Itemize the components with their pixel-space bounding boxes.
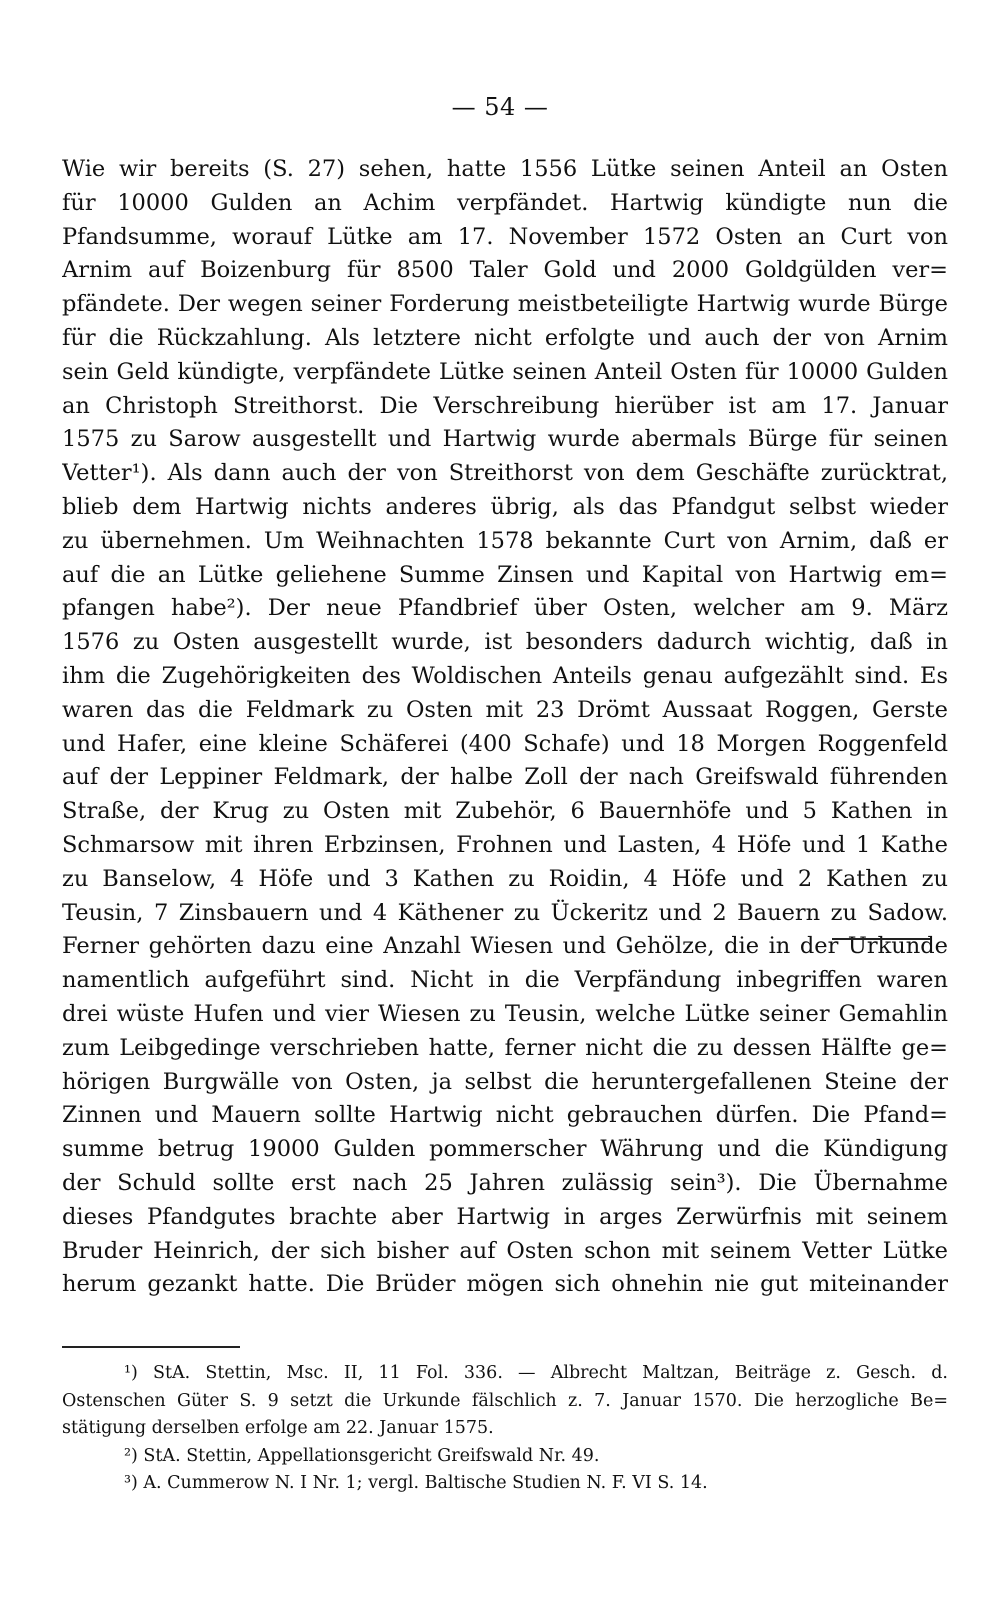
text-line: 1576 zu Osten ausgestellt wurde, ist besonders dadurch wichtig, daß in xyxy=(62,629,948,656)
text-line: Straße, der Krug zu Osten mit Zubehör, 6 Bauernhöfe und 5 Kathen in xyxy=(62,798,948,825)
text-line: Zinnen und Mauern sollte Hartwig nicht gebrauchen dürfen. Die Pfand= xyxy=(62,1102,948,1129)
footnote-1-line: stätigung derselben erfolge am 22. Januar 1575. xyxy=(62,1418,494,1439)
footnote-1-line: Ostenschen Güter S. 9 setzt die Urkunde fälschlich z. 7. Januar 1570. Die herzogliche Be= xyxy=(62,1390,948,1411)
text-line: Pfandsumme, worauf Lütke am 17. November 1572 Osten an Curt von xyxy=(62,223,948,250)
body-text xyxy=(62,153,948,1302)
text-line: der Schuld sollte erst nach 25 Jahren zulässig sein³). Die Übernahme xyxy=(62,1169,948,1196)
text-line: sein Geld kündigte, verpfändete Lütke seinen Anteil Osten für 10000 Gulden xyxy=(62,358,948,385)
text-line: Bruder Heinrich, der sich bisher auf Osten schon mit seinem Vetter Lütke xyxy=(62,1237,948,1264)
text-line: für 10000 Gulden an Achim verpfändet. Hartwig kündigte nun die xyxy=(62,189,948,216)
text-line: blieb dem Hartwig nichts anderes übrig, als das Pfandgut selbst wieder xyxy=(62,493,948,520)
text-line: Ferner gehörten dazu eine Anzahl Wiesen und Gehölze, die in der Urkunde xyxy=(62,933,948,960)
footnote-3: ³) A. Cummerow N. I Nr. 1; vergl. Baltische Studien N. F. VI S. 14. xyxy=(124,1473,708,1494)
text-line: summe betrug 19000 Gulden pommerscher Währung und die Kündigung xyxy=(62,1136,948,1163)
text-line: 1575 zu Sarow ausgestellt und Hartwig wurde abermals Bürge für seinen xyxy=(62,426,948,453)
text-line: zu übernehmen. Um Weihnachten 1578 bekannte Curt von Arnim, daß er xyxy=(62,527,948,554)
text-line: herum gezankt hatte. Die Brüder mögen sich ohnehin nie gut miteinander xyxy=(62,1271,948,1298)
footnote-2: ²) StA. Stettin, Appellationsgericht Greifswald Nr. 49. xyxy=(124,1445,600,1466)
text-line: Schmarsow mit ihren Erbzinsen, Frohnen und Lasten, 4 Höfe und 1 Kathe xyxy=(62,831,948,858)
text-line: pfangen habe²). Der neue Pfandbrief über Osten, welcher am 9. März xyxy=(62,595,948,622)
text-line: zu Banselow, 4 Höfe und 3 Kathen zu Roidin, 4 Höfe und 2 Kathen zu xyxy=(62,865,948,892)
text-line: drei wüste Hufen und vier Wiesen zu Teusin, welche Lütke seiner Gemahlin xyxy=(62,1000,948,1027)
text-line: waren das die Feldmark zu Osten mit 23 Drömt Aussaat Roggen, Gerste xyxy=(62,696,948,723)
text-line: Arnim auf Boizenburg für 8500 Taler Gold und 2000 Goldgülden ver= xyxy=(62,257,948,284)
text-line: an Christoph Streithorst. Die Verschreibung hierüber ist am 17. Januar xyxy=(62,392,948,419)
footnote-divider xyxy=(62,1346,240,1348)
footnote-1-line: ¹) StA. Stettin, Msc. II, 11 Fol. 336. — Albrecht Maltzan, Beiträge z. Gesch. d. xyxy=(124,1363,948,1383)
footnotes xyxy=(62,1360,948,1498)
text-line: auf der Leppiner Feldmark, der halbe Zoll der nach Greifswald führenden xyxy=(62,764,948,791)
text-line: Teusin, 7 Zinsbauern und 4 Käthener zu Ückeritz und 2 Bauern zu Sadow. xyxy=(62,899,948,926)
text-line: auf die an Lütke geliehene Summe Zinsen und Kapital von Hartwig em= xyxy=(62,561,948,588)
text-line: Wie wir bereits (S. 27) sehen, hatte 1556 Lütke seinen Anteil an Osten xyxy=(62,156,948,182)
text-line: zum Leibgedinge verschrieben hatte, ferner nicht die zu dessen Hälfte ge= xyxy=(62,1034,948,1061)
text-line: und Hafer, eine kleine Schäferei (400 Schafe) und 18 Morgen Roggenfeld xyxy=(62,730,948,757)
text-line: dieses Pfandgutes brachte aber Hartwig in arges Zerwürfnis mit seinem xyxy=(62,1203,948,1230)
text-line: ihm die Zugehörigkeiten des Woldischen Anteils genau aufgezählt sind. Es xyxy=(62,662,948,689)
text-line: hörigen Burgwälle von Osten, ja selbst die heruntergefallenen Steine der xyxy=(62,1068,948,1095)
text-line: Vetter¹). Als dann auch der von Streithorst von dem Geschäfte zurücktrat, xyxy=(62,460,948,487)
page-number: — 54 — xyxy=(451,93,549,121)
handwritten-underline xyxy=(832,938,930,940)
text-line: namentlich aufgeführt sind. Nicht in die Verpfändung inbegriffen waren xyxy=(62,967,948,994)
text-line: pfändete. Der wegen seiner Forderung meistbeteiligte Hartwig wurde Bürge xyxy=(62,291,948,318)
text-line: für die Rückzahlung. Als letztere nicht erfolgte und auch der von Arnim xyxy=(62,324,948,351)
